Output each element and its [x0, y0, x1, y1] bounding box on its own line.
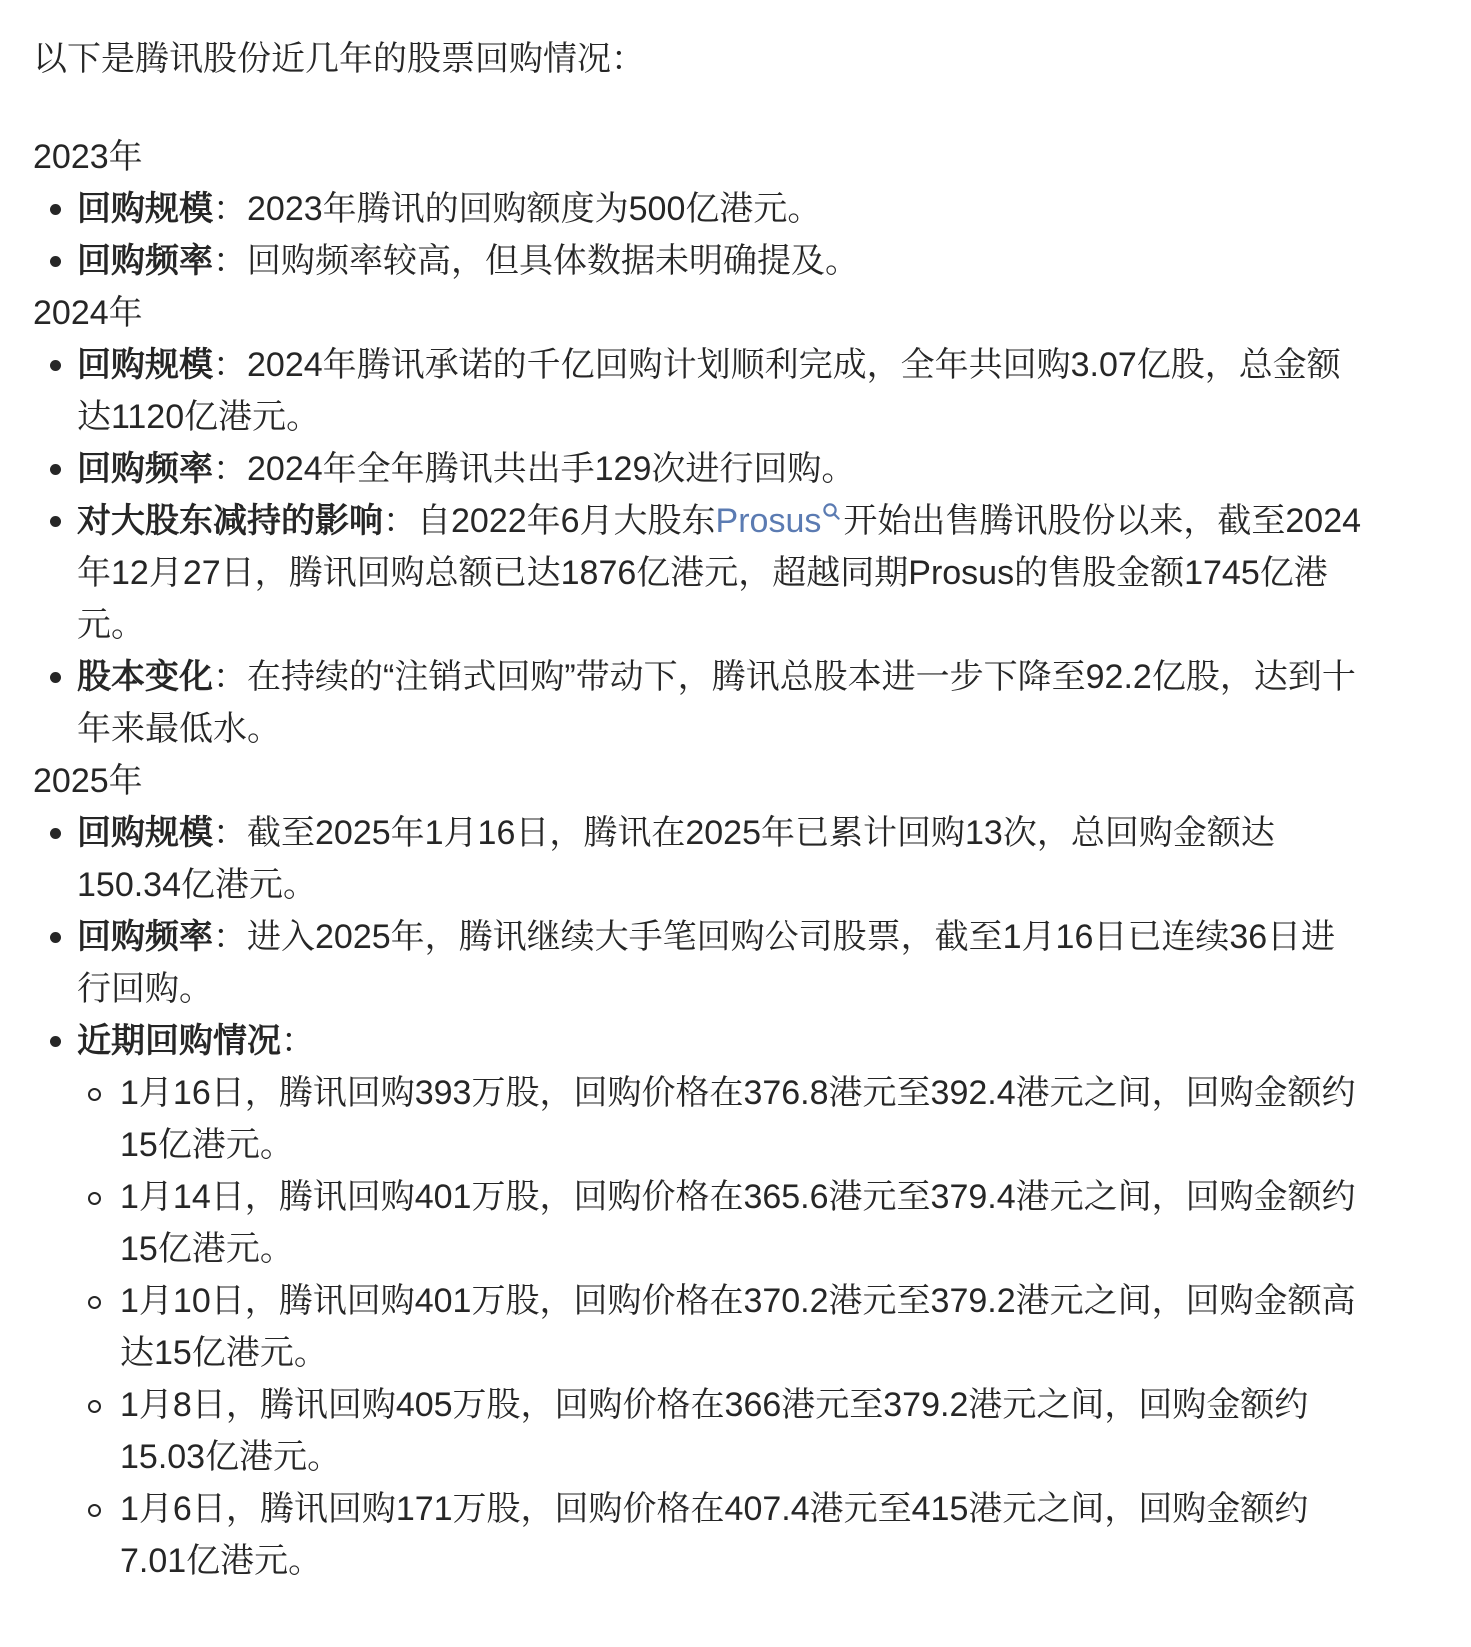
- list-item: [33, 1015, 1365, 1067]
- item-text: 2024年腾讯承诺的千亿回购计划顺利完成，全年共回购3.07亿股，总金额达1120亿港元。: [77, 346, 1341, 436]
- item-label: 回购频率: [77, 242, 213, 280]
- colon: ：: [213, 242, 247, 280]
- colon: ：: [213, 918, 247, 956]
- intro-paragraph: 以下是腾讯股份近几年的股票回购情况：: [33, 40, 645, 78]
- list-item: [33, 443, 1365, 495]
- colon: ：: [213, 658, 247, 696]
- item-text: 在持续的“注销式回购”带动下，腾讯总股本进一步下降至92.2亿股，达到十年来最低水。: [77, 658, 1356, 748]
- bullet-icon: [50, 672, 61, 683]
- list-item: [33, 339, 1365, 443]
- bullet-icon: [50, 828, 61, 839]
- sub-item-text: 1月8日，腾讯回购405万股，回购价格在366港元至379.2港元之间，回购金额约15.03亿港元。: [120, 1386, 1309, 1476]
- bullet-icon: [50, 204, 61, 215]
- item-text: 进入2025年，腾讯继续大手笔回购公司股票，截至1月16日已连续36日进行回购。: [77, 918, 1336, 1008]
- sub-list-item: [33, 1483, 1365, 1587]
- sub-item-text: 1月6日，腾讯回购171万股，回购价格在407.4港元至415港元之间，回购金额约7.01亿港元。: [120, 1490, 1309, 1580]
- sub-list-item: [33, 1275, 1365, 1379]
- bullet-icon: [50, 1036, 61, 1047]
- list-item: [33, 235, 1365, 287]
- colon: ：: [213, 190, 247, 228]
- item-label: 回购规模: [77, 190, 213, 228]
- document-body: [33, 0, 1365, 1587]
- year-heading-2025: 2025年: [33, 762, 143, 800]
- year-heading-2023: 2023年: [33, 138, 143, 176]
- item-text-pre: 自2022年6月大股东: [417, 502, 716, 540]
- item-label: 对大股东减持的影响: [77, 502, 383, 540]
- list-item: [33, 911, 1365, 1015]
- list-item: [33, 651, 1365, 755]
- item-text-post: 开始出售腾讯股份以来，截至2024年12月27日，腾讯回购总额已达1876亿港元，超越同期Prosus的售股金额1745亿港元。: [77, 502, 1362, 644]
- list-item: [33, 183, 1365, 235]
- sub-item-text: 1月10日，腾讯回购401万股，回购价格在370.2港元至379.2港元之间，回购金额高达15亿港元。: [120, 1282, 1356, 1372]
- sub-list-item: [33, 1171, 1365, 1275]
- list-item: [33, 495, 1365, 651]
- bullet-icon: [50, 516, 61, 527]
- sub-bullet-icon: [88, 1400, 101, 1413]
- sub-bullet-icon: [88, 1504, 101, 1517]
- colon: ：: [281, 1022, 315, 1060]
- bullet-icon: [50, 464, 61, 475]
- bullet-icon: [50, 360, 61, 371]
- sub-bullet-icon: [88, 1088, 101, 1101]
- item-label: 股本变化: [77, 658, 213, 696]
- colon: ：: [213, 450, 247, 488]
- colon: ：: [213, 346, 247, 384]
- item-label: 回购频率: [77, 450, 213, 488]
- sub-item-text: 1月14日，腾讯回购401万股，回购价格在365.6港元至379.4港元之间，回购金额约15亿港元。: [120, 1178, 1356, 1268]
- bullet-icon: [50, 932, 61, 943]
- sub-list-item: [33, 1067, 1365, 1171]
- item-text: 2024年全年腾讯共出手129次进行回购。: [247, 450, 856, 488]
- prosus-link[interactable]: Prosus: [715, 502, 822, 540]
- item-text: 截至2025年1月16日，腾讯在2025年已累计回购13次，总回购金额达150.34亿港元。: [77, 814, 1275, 904]
- year-heading-2024: 2024年: [33, 294, 143, 332]
- sub-list-item: [33, 1379, 1365, 1483]
- list-item: [33, 807, 1365, 911]
- sub-bullet-icon: [88, 1296, 101, 1309]
- item-text: 2023年腾讯的回购额度为500亿港元。: [247, 190, 822, 228]
- search-icon[interactable]: [822, 502, 841, 521]
- colon: ：: [383, 502, 417, 540]
- bullet-icon: [50, 256, 61, 267]
- item-label: 近期回购情况: [77, 1022, 281, 1060]
- sub-item-text: 1月16日，腾讯回购393万股，回购价格在376.8港元至392.4港元之间，回购金额约15亿港元。: [120, 1074, 1356, 1164]
- item-label: 回购规模: [77, 814, 213, 852]
- sub-bullet-icon: [88, 1192, 101, 1205]
- colon: ：: [213, 814, 247, 852]
- item-label: 回购规模: [77, 346, 213, 384]
- item-label: 回购频率: [77, 918, 213, 956]
- item-text: 回购频率较高，但具体数据未明确提及。: [247, 242, 859, 280]
